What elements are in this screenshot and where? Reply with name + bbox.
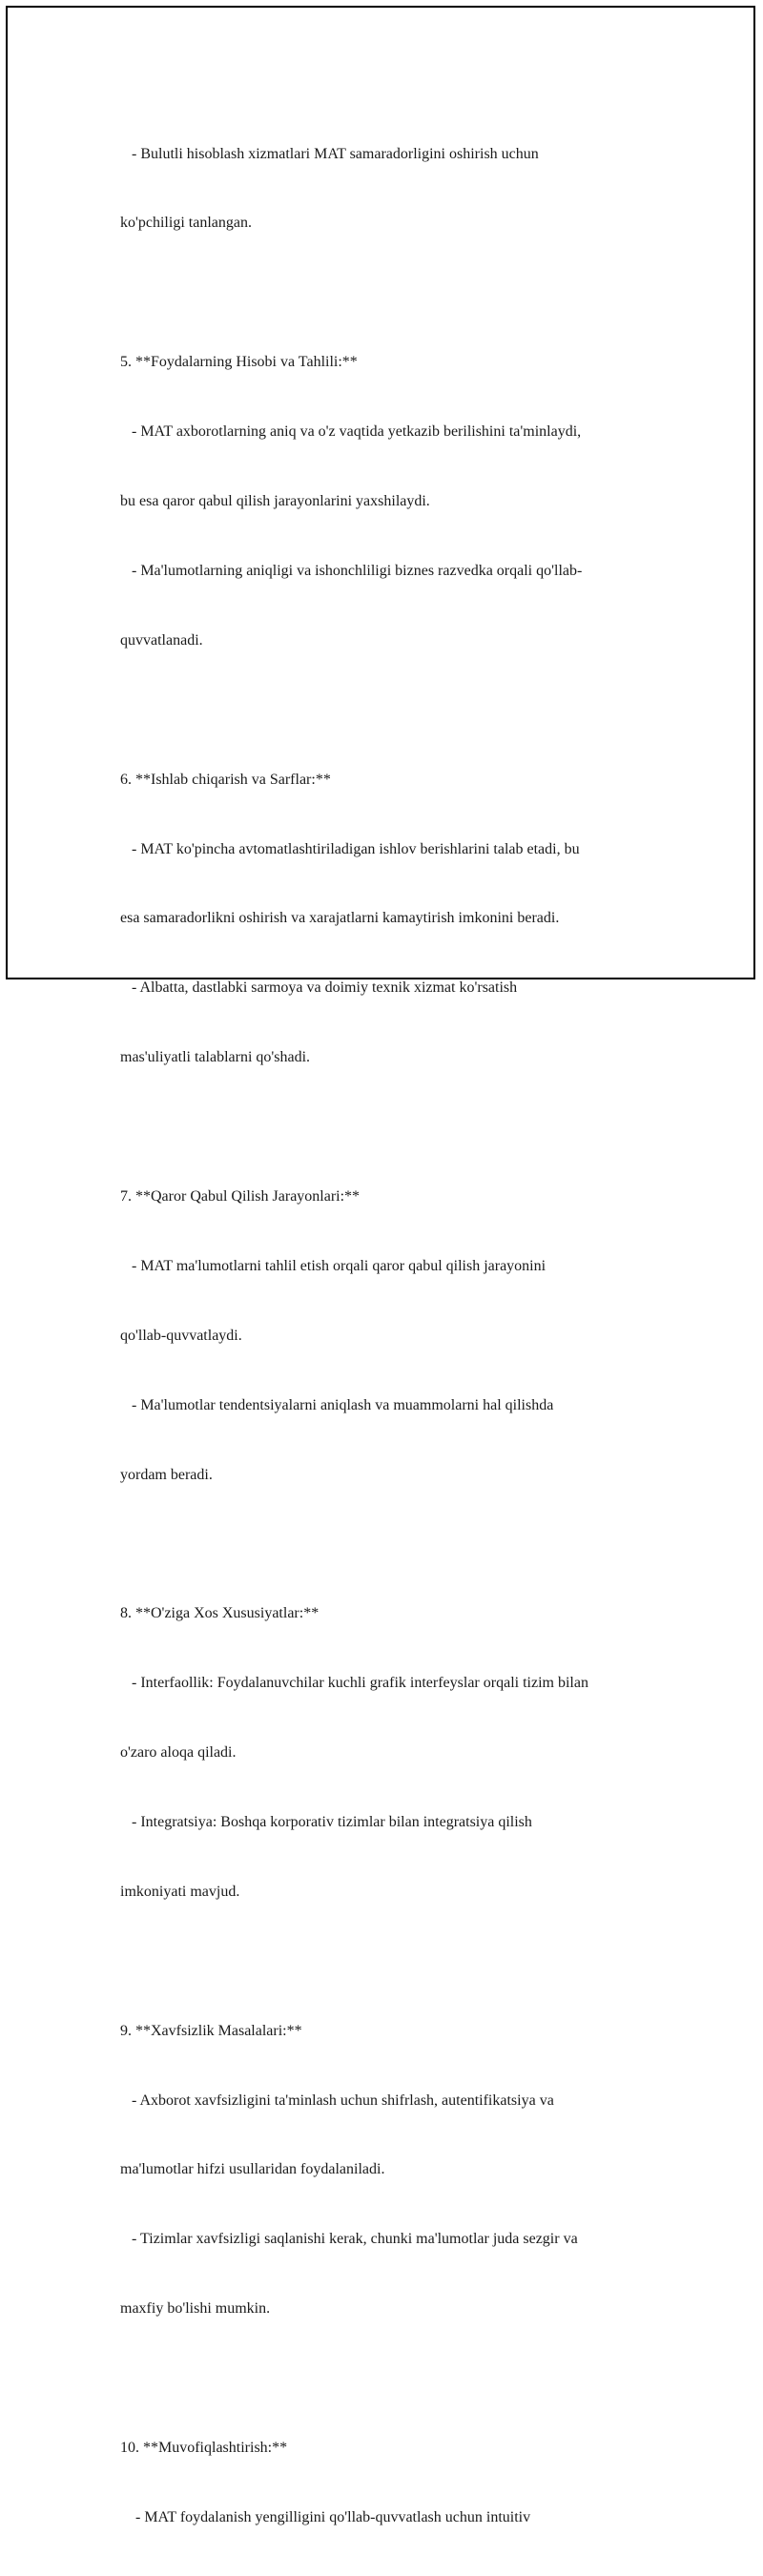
text-line: - MAT foydalanish yengilligini qo'llab-quvvatlash uchun intuitiv — [120, 2508, 531, 2525]
text-line: ma'lumotlar hifzi usullaridan foydalaniladi. — [120, 2161, 385, 2178]
text-line: - Albatta, dastlabki sarmoya va doimiy texnik xizmat ko'rsatish — [120, 979, 518, 997]
text-line: - Ma'lumotlarning aniqligi va ishonchliligi biznes razvedka orqali qo'llab- — [120, 562, 583, 579]
text-line: yordam beradi. — [120, 1466, 213, 1483]
text-line: - MAT ma'lumotlarni tahlil etish orqali qaror qabul qilish jarayonini — [120, 1257, 546, 1274]
blank-line — [120, 2367, 664, 2390]
text-line: ko'pchiligi tanlangan. — [120, 215, 252, 232]
section-heading: 5. **Foydalarning Hisobi va Tahlili:** — [120, 354, 358, 371]
text-line: - Integratsiya: Boshqa korporativ tizimlar bilan integratsiya qilish — [120, 1813, 532, 1830]
text-line: - Axborot xavfsizligini ta'minlash uchun shifrlash, autentifikatsiya va — [120, 2092, 554, 2109]
text-line: - Ma'lumotlar tendentsiyalarni aniqlash va muammolarni hal qilishda — [120, 1396, 554, 1413]
text-line: - Tizimlar xavfsizligi saqlanishi kerak, chunki ma'lumotlar juda sezgir va — [120, 2231, 578, 2248]
text-line: quvvatlanadi. — [120, 631, 203, 649]
blank-line — [120, 699, 664, 722]
text-line: qo'llab-quvvatlaydi. — [120, 1327, 242, 1344]
text-line: - MAT axborotlarning aniq va o'z vaqtida yetkazib berilishini ta'minlaydi, — [120, 423, 582, 441]
text-line: - Bulutli hisoblash xizmatlari MAT samaradorligini oshirish uchun — [120, 145, 539, 162]
section-heading: 9. **Xavfsizlik Masalalari:** — [120, 2022, 302, 2039]
blank-line — [120, 1950, 664, 1973]
text-line: imkoniyati mavjud. — [120, 1883, 240, 1900]
text-line: - MAT ko'pincha avtomatlashtiriladigan ishlov berishlarini talab etadi, bu — [120, 840, 580, 857]
blank-line — [120, 281, 664, 304]
document-body — [120, 96, 664, 2576]
section-heading: 8. **O'ziga Xos Xususiyatlar:** — [120, 1605, 320, 1622]
page-frame — [6, 6, 755, 2525]
text-line: mas'uliyatli talablarni qo'shadi. — [120, 1049, 311, 1066]
section-heading: 10. **Muvofiqlashtirish:** — [120, 2439, 288, 2456]
section-heading: 7. **Qaror Qabul Qilish Jarayonlari:** — [120, 1187, 361, 1205]
blank-line — [120, 1533, 664, 1556]
text-line: maxfiy bo'lishi mumkin. — [120, 2300, 271, 2318]
blank-line — [120, 1116, 664, 1139]
text-line: esa samaradorlikni oshirish va xarajatlarni kamaytirish imkonini beradi. — [120, 910, 560, 927]
text-line: - Interfaollik: Foydalanuvchilar kuchli grafik interfeyslar orqali tizim bilan — [120, 1675, 588, 1692]
section-heading: 6. **Ishlab chiqarish va Sarflar:** — [120, 771, 331, 788]
text-line: o'zaro aloqa qiladi. — [120, 1744, 237, 1762]
text-line: bu esa qaror qabul qilish jarayonlarini yaxshilaydi. — [120, 493, 430, 510]
